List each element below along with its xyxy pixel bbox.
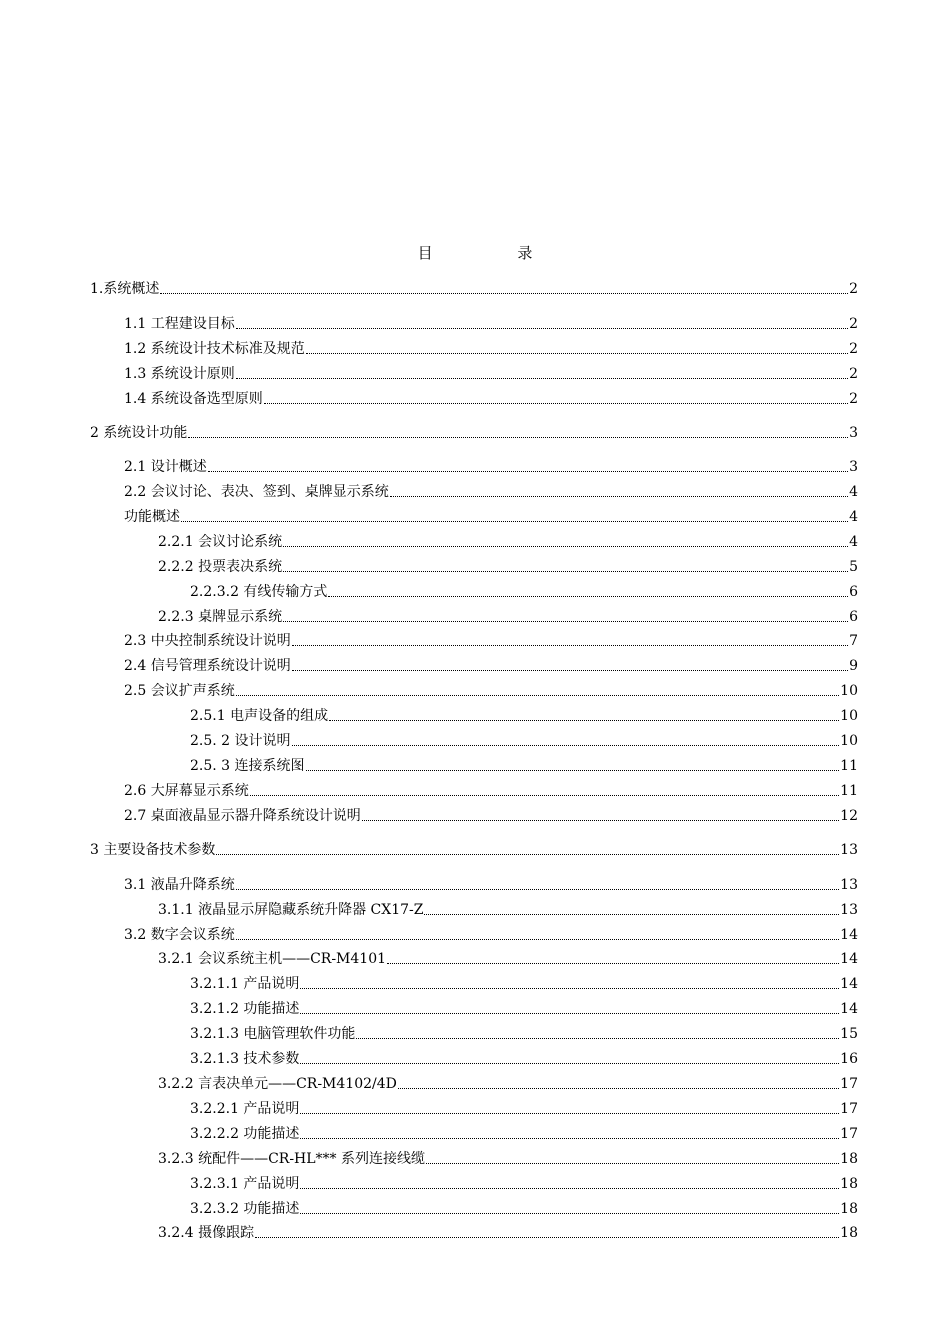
toc-entry-page-number: 14 xyxy=(840,976,858,992)
toc-entry-label: 3.1.1 液晶显示屏隐藏系统升降器 CX17-Z xyxy=(158,902,424,918)
toc-entry-page-number: 3 xyxy=(849,425,858,441)
dot-leader xyxy=(292,669,848,671)
toc-entry-page-number: 3 xyxy=(849,459,858,475)
toc-entry-page-number: 2 xyxy=(849,316,858,332)
toc-entry-page-number: 15 xyxy=(840,1026,858,1042)
toc-entry-page-number: 18 xyxy=(840,1176,858,1192)
toc-entry-page-number: 4 xyxy=(849,509,858,525)
toc-entry[interactable] xyxy=(158,606,858,626)
toc-entry-page-number: 4 xyxy=(849,534,858,550)
toc-entry[interactable] xyxy=(124,313,858,333)
toc-entry-page-number: 9 xyxy=(849,658,858,674)
toc-entry-label: 3 主要设备技术参数 xyxy=(90,842,216,858)
dot-leader xyxy=(216,853,839,855)
toc-entry[interactable] xyxy=(190,973,858,993)
dot-leader xyxy=(356,1037,839,1039)
toc-entry[interactable] xyxy=(190,1098,858,1118)
dot-leader xyxy=(390,495,848,497)
toc-entry-page-number: 13 xyxy=(840,902,858,918)
toc-entry[interactable] xyxy=(158,556,858,576)
toc-entry-page-number: 18 xyxy=(840,1225,858,1241)
toc-entry-label: 3.2.3 统配件——CR-HL*** 系列连接线缆 xyxy=(158,1151,426,1167)
toc-entry-label: 2.5.1 电声设备的组成 xyxy=(190,708,329,724)
dot-leader xyxy=(236,694,839,696)
toc-entry-page-number: 16 xyxy=(840,1051,858,1067)
dot-leader xyxy=(306,352,848,354)
toc-entry[interactable] xyxy=(124,363,858,383)
toc-entry-page-number: 18 xyxy=(840,1201,858,1217)
toc-entry-page-number: 2 xyxy=(849,391,858,407)
toc-entry-label: 2.7 桌面液晶显示器升降系统设计说明 xyxy=(124,808,361,824)
dot-leader xyxy=(398,1087,839,1089)
toc-entry-label: 3.2.3.2 功能描述 xyxy=(190,1201,300,1217)
toc-entry-label: 3.2.3.1 产品说明 xyxy=(190,1176,300,1192)
dot-leader xyxy=(300,1187,839,1189)
toc-entry-page-number: 17 xyxy=(840,1076,858,1092)
toc-entry-page-number: 6 xyxy=(849,584,858,600)
page-title: 目 录 xyxy=(417,244,573,262)
toc-entry-label: 3.2.4 摄像跟踪 xyxy=(158,1225,255,1241)
toc-entry-label: 3.2.1.3 技术参数 xyxy=(190,1051,300,1067)
toc-entry-page-number: 11 xyxy=(840,758,858,774)
toc-entry[interactable] xyxy=(90,422,858,442)
toc-entry-page-number: 12 xyxy=(840,808,858,824)
toc-entry-label: 2 系统设计功能 xyxy=(90,425,188,441)
toc-entry-page-number: 10 xyxy=(840,708,858,724)
toc-entry-label: 3.2.1.3 电脑管理软件功能 xyxy=(190,1026,356,1042)
toc-entry[interactable] xyxy=(124,388,858,408)
dot-leader xyxy=(300,1137,839,1139)
toc-entry-page-number: 14 xyxy=(840,1001,858,1017)
dot-leader xyxy=(236,888,839,890)
toc-entry-label: 3.1 液晶升降系统 xyxy=(124,877,235,893)
dot-leader xyxy=(292,644,848,646)
toc-entry-label: 2.2.3.2 有线传输方式 xyxy=(190,584,328,600)
toc-entry-page-number: 17 xyxy=(840,1101,858,1117)
toc-entry-page-number: 18 xyxy=(840,1151,858,1167)
toc-entry-label: 3.2.1.1 产品说明 xyxy=(190,976,300,992)
toc-entry-label: 2.3 中央控制系统设计说明 xyxy=(124,633,291,649)
toc-entry[interactable] xyxy=(190,998,858,1018)
toc-entry-label: 2.6 大屏幕显示系统 xyxy=(124,783,249,799)
toc-entry[interactable] xyxy=(190,755,858,775)
toc-entry-label: 2.2 会议讨论、表决、签到、桌牌显示系统 xyxy=(124,484,389,500)
toc-entry[interactable] xyxy=(124,338,858,358)
dot-leader xyxy=(328,595,848,597)
toc-entry-page-number: 2 xyxy=(849,281,858,297)
dot-leader xyxy=(188,436,848,438)
dot-leader xyxy=(283,570,848,572)
toc-entry[interactable] xyxy=(124,630,858,650)
toc-entry[interactable] xyxy=(124,481,858,501)
dot-leader xyxy=(236,938,839,940)
toc-entry-label: 2.5. 2 设计说明 xyxy=(190,733,291,749)
toc-entry-label: 3.2.1.2 功能描述 xyxy=(190,1001,300,1017)
toc-entry[interactable] xyxy=(124,924,858,944)
toc-entry[interactable] xyxy=(90,839,858,859)
dot-leader xyxy=(426,1162,839,1164)
dot-leader xyxy=(300,987,839,989)
toc-entry-page-number: 6 xyxy=(849,609,858,625)
dot-leader xyxy=(300,1062,839,1064)
toc-entry[interactable] xyxy=(124,655,858,675)
dot-leader xyxy=(236,327,848,329)
dot-leader xyxy=(181,520,848,522)
toc-entry-label: 3.2.1 会议系统主机——CR-M4101 xyxy=(158,951,387,967)
toc-entry-page-number: 11 xyxy=(840,783,858,799)
toc-entry-label: 2.4 信号管理系统设计说明 xyxy=(124,658,291,674)
toc-entry-label: 3.2.2.1 产品说明 xyxy=(190,1101,300,1117)
toc-entry-label: 3.2.2.2 功能描述 xyxy=(190,1126,300,1142)
dot-leader xyxy=(329,719,839,721)
dot-leader xyxy=(283,620,848,622)
toc-entry[interactable] xyxy=(190,1123,858,1143)
toc-entry-label: 2.5. 3 连接系统图 xyxy=(190,758,305,774)
dot-leader xyxy=(387,962,839,964)
toc-entry[interactable] xyxy=(190,705,858,725)
dot-leader xyxy=(300,1012,839,1014)
dot-leader xyxy=(300,1112,839,1114)
toc-entry[interactable] xyxy=(124,874,858,894)
toc-entry[interactable] xyxy=(124,780,858,800)
toc-entry[interactable] xyxy=(124,805,858,825)
toc-entry[interactable] xyxy=(124,680,858,700)
toc-entry-label: 1.系统概述 xyxy=(90,281,160,297)
toc-entry[interactable] xyxy=(158,1148,858,1168)
toc-entry-label: 1.2 系统设计技术标准及规范 xyxy=(124,341,305,357)
dot-leader xyxy=(250,794,839,796)
toc-entry[interactable] xyxy=(158,531,858,551)
toc-entry[interactable] xyxy=(158,899,858,919)
toc-entry-page-number: 2 xyxy=(849,366,858,382)
toc-entry[interactable] xyxy=(158,948,858,968)
toc-entry-label: 2.2.3 桌牌显示系统 xyxy=(158,609,283,625)
toc-entry[interactable] xyxy=(124,506,858,526)
toc-entry-page-number: 13 xyxy=(840,842,858,858)
toc-entry-label: 2.2.1 会议讨论系统 xyxy=(158,534,283,550)
toc-entry[interactable] xyxy=(158,1222,858,1242)
toc-entry-label: 2.1 设计概述 xyxy=(124,459,207,475)
toc-entry-label: 功能概述 xyxy=(124,509,180,525)
toc-entry-label: 1.4 系统设备选型原则 xyxy=(124,391,263,407)
toc-entry-page-number: 5 xyxy=(849,559,858,575)
toc-entry-page-number: 14 xyxy=(840,927,858,943)
dot-leader xyxy=(292,744,840,746)
toc-entry-page-number: 10 xyxy=(840,733,858,749)
dot-leader xyxy=(362,819,839,821)
toc-entry-page-number: 17 xyxy=(840,1126,858,1142)
toc-entry-page-number: 7 xyxy=(849,633,858,649)
toc-entry[interactable] xyxy=(190,581,858,601)
dot-leader xyxy=(255,1236,839,1238)
dot-leader xyxy=(208,470,848,472)
toc-entry[interactable] xyxy=(124,456,858,476)
dot-leader xyxy=(306,769,840,771)
toc-entry[interactable] xyxy=(190,1023,858,1043)
dot-leader xyxy=(300,1212,839,1214)
toc-entry-page-number: 13 xyxy=(840,877,858,893)
toc-entry-label: 2.5 会议扩声系统 xyxy=(124,683,235,699)
toc-entry[interactable] xyxy=(190,730,858,750)
toc-entry-label: 3.2.2 言表决单元——CR-M4102/4D xyxy=(158,1076,397,1092)
toc-entry-page-number: 4 xyxy=(849,484,858,500)
toc-entry[interactable] xyxy=(90,278,858,298)
toc-entry-page-number: 14 xyxy=(840,951,858,967)
dot-leader xyxy=(264,402,848,404)
toc-entry[interactable] xyxy=(190,1198,858,1218)
dot-leader xyxy=(424,913,839,915)
toc-entry[interactable] xyxy=(190,1048,858,1068)
toc-entry[interactable] xyxy=(158,1073,858,1093)
toc-entry-label: 3.2 数字会议系统 xyxy=(124,927,235,943)
toc-entry-label: 1.3 系统设计原则 xyxy=(124,366,235,382)
dot-leader xyxy=(236,377,848,379)
dot-leader xyxy=(160,292,848,294)
toc-entry-page-number: 2 xyxy=(849,341,858,357)
toc-entry[interactable] xyxy=(190,1173,858,1193)
toc-entry-label: 2.2.2 投票表决系统 xyxy=(158,559,283,575)
toc-entry-page-number: 10 xyxy=(840,683,858,699)
toc-entry-label: 1.1 工程建设目标 xyxy=(124,316,235,332)
dot-leader xyxy=(283,545,848,547)
